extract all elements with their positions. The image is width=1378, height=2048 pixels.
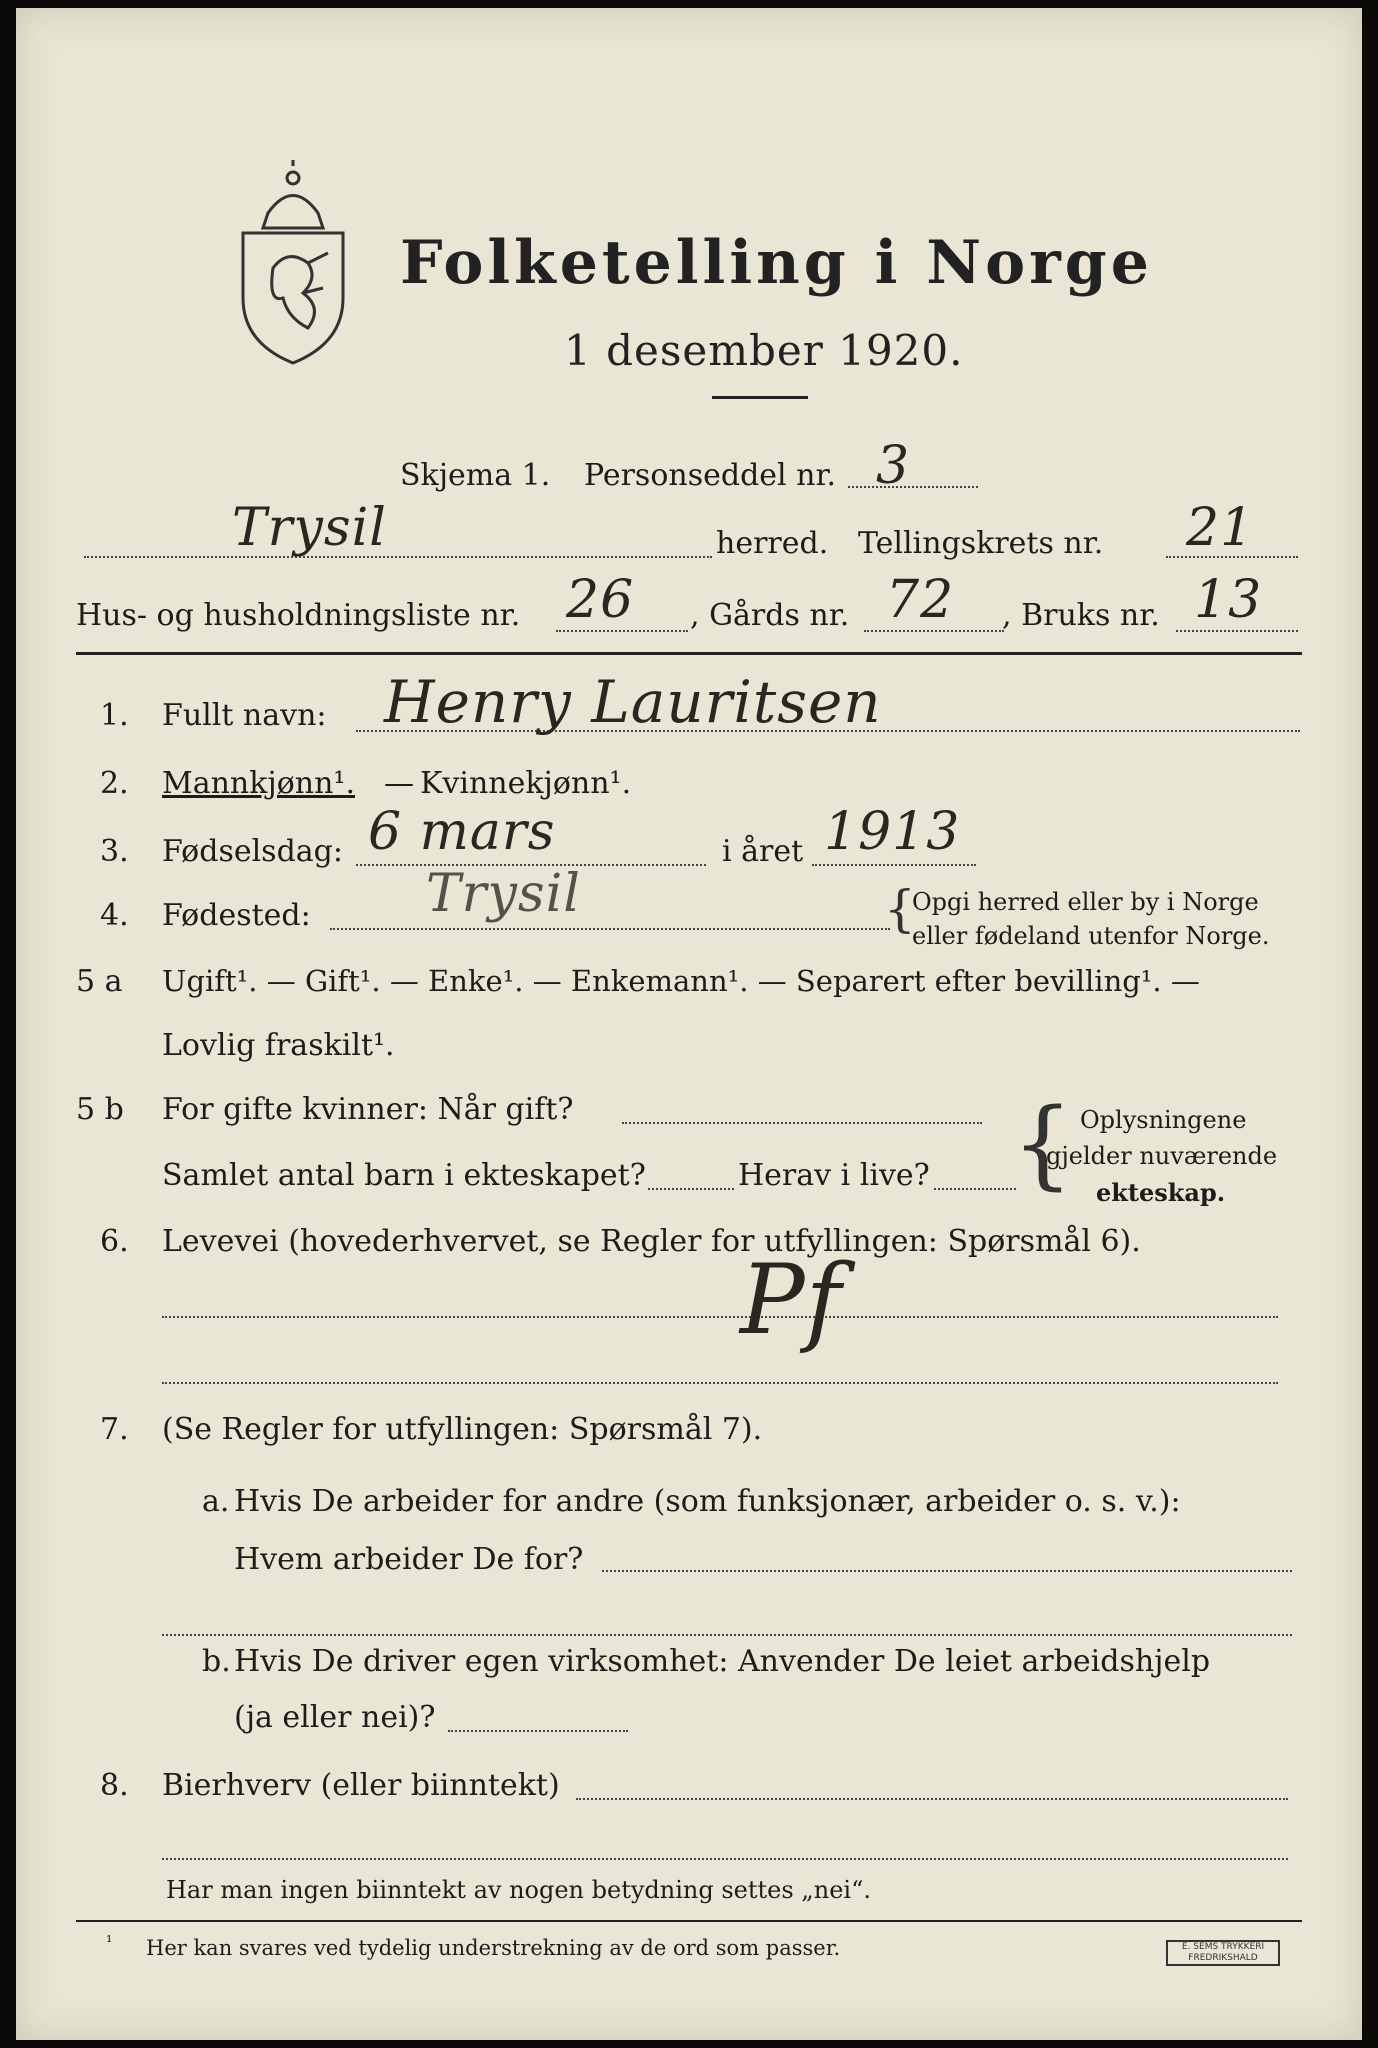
q6-number: 6. <box>100 1224 129 1259</box>
personseddel-line <box>848 486 978 488</box>
q4-note-line1: Opgi herred eller by i Norge <box>912 888 1259 916</box>
hus-label: Hus- og husholdningsliste nr. <box>76 598 521 633</box>
q1-value[interactable]: Henry Lauritsen <box>384 668 882 736</box>
q3-year-value[interactable]: 1913 <box>824 802 961 862</box>
q5b-label: For gifte kvinner: Når gift? <box>162 1092 574 1127</box>
q5b-note-line1: Oplysningene <box>1080 1106 1247 1134</box>
q5b-number: 5 b <box>76 1092 124 1127</box>
q5a-options-cont[interactable]: Lovlig fraskilt¹. <box>162 1028 395 1063</box>
q7a-line1 <box>602 1570 1292 1572</box>
q5b-note-line2: gjelder nuværende <box>1046 1142 1278 1170</box>
printer-stamp <box>1166 1940 1280 1966</box>
q3-year-label: i året <box>722 834 804 869</box>
census-date: 1 desember 1920. <box>564 326 964 375</box>
gards-value[interactable]: 72 <box>886 570 955 630</box>
herred-value[interactable]: Trysil <box>232 498 387 558</box>
q7b-label: Hvis De driver egen virksomhet: Anvender De leiet arbeidshjelp <box>234 1644 1211 1679</box>
printer-stamp-line1: E. SEMS TRYKKERI <box>1181 1942 1265 1952</box>
coat-of-arms-icon <box>228 158 358 368</box>
q3-year-line <box>812 864 976 866</box>
bruks-label: , Bruks nr. <box>1002 598 1160 633</box>
tellingskrets-label: Tellingskrets nr. <box>858 526 1104 561</box>
q5b-children-line <box>648 1188 734 1190</box>
page-title: Folketelling i Norge <box>400 228 1153 298</box>
q4-line <box>330 928 890 930</box>
q1-number: 1. <box>100 698 129 733</box>
q5b-alive-line <box>934 1188 1016 1190</box>
q6-line2 <box>162 1382 1278 1384</box>
q5b-alive-label: Herav i live? <box>738 1158 930 1193</box>
q2-number: 2. <box>100 766 129 801</box>
gards-line <box>864 630 1004 632</box>
q8-line1 <box>576 1798 1288 1800</box>
q2-male-option[interactable]: Mannkjønn¹. <box>162 766 355 801</box>
q4-note-line2: eller fødeland utenfor Norge. <box>912 922 1270 950</box>
q7b-letter: b. <box>202 1644 231 1679</box>
title-divider <box>712 396 808 399</box>
tellingskrets-value[interactable]: 21 <box>1186 498 1255 558</box>
q4-note-brace: { <box>884 880 916 938</box>
q5b-note-line3: ekteskap. <box>1096 1178 1226 1207</box>
q3-number: 3. <box>100 834 129 869</box>
personseddel-value[interactable]: 3 <box>876 436 911 496</box>
q7a-sub-label: Hvem arbeider De for? <box>234 1542 584 1577</box>
q5a-number: 5 a <box>76 964 123 999</box>
skjema-label: Skjema 1. <box>400 458 551 493</box>
q7b-sub-label: (ja eller nei)? <box>234 1700 436 1735</box>
q7-number: 7. <box>100 1412 129 1447</box>
bruks-value[interactable]: 13 <box>1194 570 1263 630</box>
q7b-line <box>448 1730 628 1732</box>
q7a-line2 <box>162 1634 1292 1636</box>
footnote-rule <box>76 1920 1302 1922</box>
q3-label: Fødselsdag: <box>162 834 343 869</box>
q4-value[interactable]: Trysil <box>426 864 581 924</box>
q8-label: Bierhverv (eller biinntekt) <box>162 1768 560 1803</box>
gards-label: , Gårds nr. <box>690 598 850 633</box>
footnote-mark: ¹ <box>106 1932 113 1951</box>
census-form-sheet <box>16 8 1362 2040</box>
q7-label: (Se Regler for utfyllingen: Spørsmål 7). <box>162 1412 763 1447</box>
q2-female-option[interactable]: Kvinnekjønn¹. <box>420 766 632 801</box>
bruks-line <box>1176 630 1298 632</box>
q4-number: 4. <box>100 898 129 933</box>
hus-line <box>556 630 688 632</box>
personseddel-label: Personseddel nr. <box>584 458 837 493</box>
footnote-text: Her kan svares ved tydelig understrekning av de ord som passer. <box>146 1936 841 1960</box>
q8-note: Har man ingen biinntekt av nogen betydning settes „nei“. <box>166 1876 871 1904</box>
q1-label: Fullt navn: <box>162 698 327 733</box>
q5b-children-label: Samlet antal barn i ekteskapet? <box>162 1158 646 1193</box>
q7a-label: Hvis De arbeider for andre (som funksjonær, arbeider o. s. v.): <box>234 1484 1181 1519</box>
herred-line <box>84 556 712 558</box>
q6-line1 <box>162 1316 1278 1318</box>
hus-value[interactable]: 26 <box>566 570 635 630</box>
q6-value[interactable]: Pf <box>740 1244 843 1356</box>
q4-label: Fødested: <box>162 898 311 933</box>
q5b-married-line <box>622 1122 982 1124</box>
q5b-note-brace: { <box>1012 1088 1074 1200</box>
q2-separator: — <box>384 766 414 801</box>
q8-line2 <box>162 1858 1288 1860</box>
q5a-options[interactable]: Ugift¹. — Gift¹. — Enke¹. — Enkemann¹. — Separert efter bevilling¹. — <box>162 964 1200 998</box>
herred-label: herred. <box>716 526 829 561</box>
printer-stamp-line2: FREDRIKSHALD <box>1188 1953 1258 1963</box>
q6-label: Levevei (hovederhvervet, se Regler for utfyllingen: Spørsmål 6). <box>162 1224 1141 1259</box>
header-rule <box>76 652 1302 655</box>
q8-number: 8. <box>100 1768 129 1803</box>
q3-day-value[interactable]: 6 mars <box>368 802 556 862</box>
q7a-letter: a. <box>202 1484 230 1519</box>
